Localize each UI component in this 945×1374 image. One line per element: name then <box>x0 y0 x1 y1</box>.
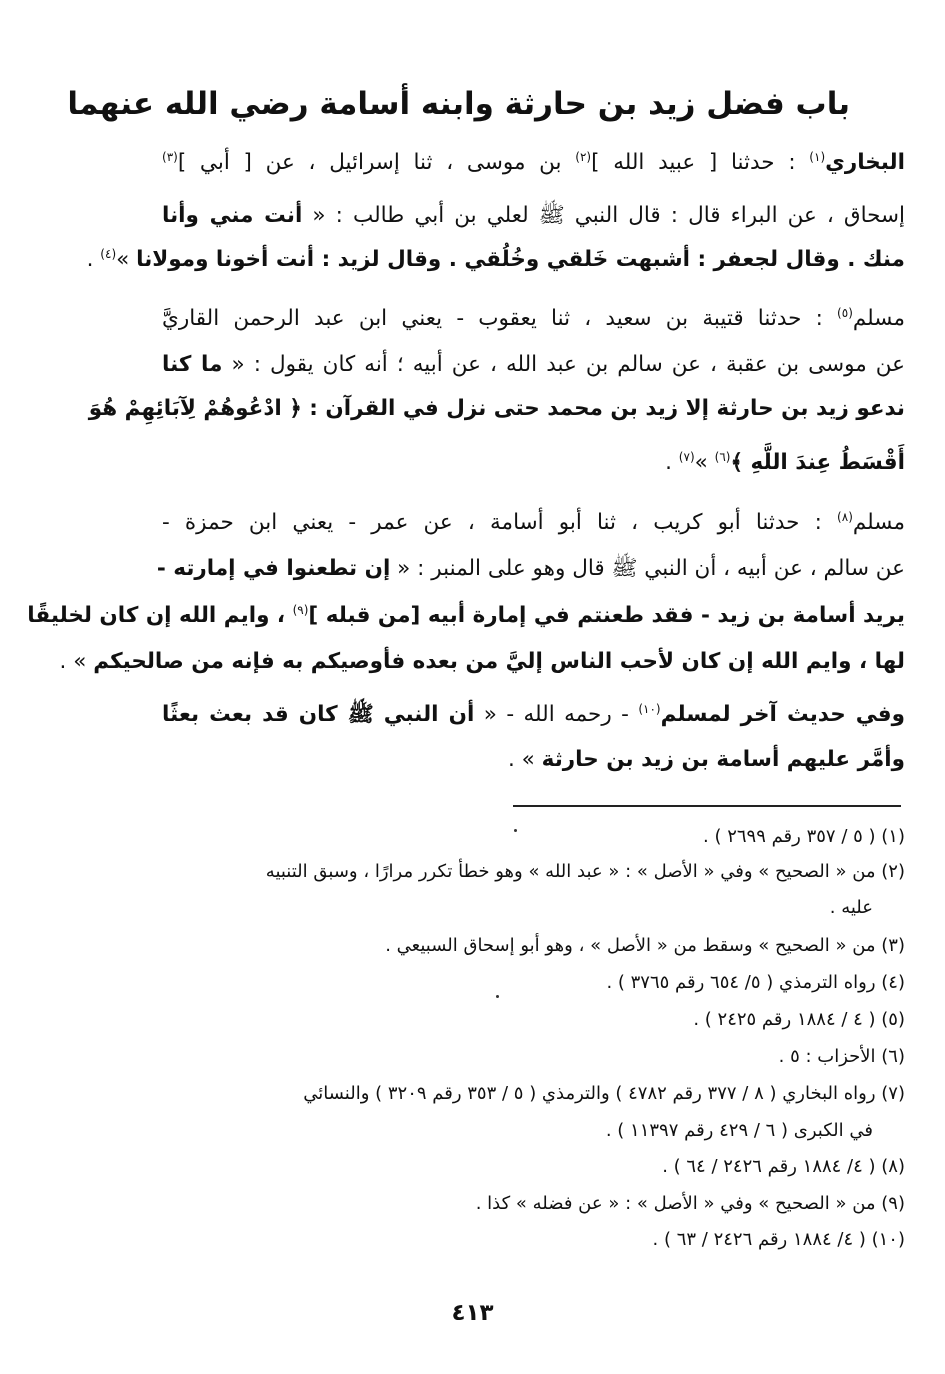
text-span: » . <box>508 747 542 772</box>
paragraph-2-line-2 <box>162 352 905 378</box>
source-name: البخاري <box>825 150 905 175</box>
chapter-title: باب فضل زيد بن حارثة وابنه أسامة رضي الله عنهما <box>67 86 850 122</box>
page-number: ٤١٣ <box>451 1300 494 1326</box>
footnote-7: (٧) رواه البخاري ( ٨ / ٣٧٧ رقم ٤٧٨٢ ) والترمذي ( ٥ / ٣٥٣ رقم ٣٢٠٩ ) والنسائي <box>303 1083 905 1104</box>
paragraph-1-line-2 <box>162 203 905 229</box>
footnote-5: (٥) ( ٤ / ١٨٨٤ رقم ٢٤٢٥ ) . <box>693 1009 905 1030</box>
text-span: بن موسى ، ثنا إسرائيل ، عن [ أبي ] <box>177 150 576 175</box>
source-name: مسلم <box>852 510 905 535</box>
footnote-ref: (٩) <box>292 603 309 617</box>
hadith-text: ، وايم الله إن كان لخليقًا <box>27 603 293 628</box>
footnote-1: (١) ( ٥ / ٣٥٧ رقم ٢٦٩٩ ) . <box>703 826 905 847</box>
hadith-text: ما كنا <box>162 352 223 377</box>
text-span: عن موسى بن عقبة ، عن سالم بن عبد الله ، عن أبيه ؛ أنه كان يقول : « <box>222 352 905 377</box>
paragraph-1-line-3 <box>86 247 905 273</box>
footnote-6: (٦) الأحزاب : ٥ . <box>778 1046 905 1067</box>
text-span: : حدثنا [ عبيد الله ] <box>591 150 810 175</box>
hadith-text: يريد أسامة بن زيد - فقد طعنتم في إمارة أبيه [من قبله ] <box>308 603 905 628</box>
footnote-8: (٨) ( ٤/ ١٨٨٤ رقم ٢٤٢٦ / ٦٤ ) . <box>662 1156 905 1177</box>
footnote-ref: (٨) <box>837 510 853 524</box>
text-span: عن سالم ، عن أبيه ، أن النبي ﷺ قال وهو على المنبر : « <box>390 556 905 581</box>
paragraph-4-line-1 <box>162 702 905 728</box>
text-span: » . <box>59 649 94 674</box>
footnote-4: (٤) رواه الترمذي ( ٥/ ٦٥٤ رقم ٣٧٦٥ ) . <box>606 972 905 993</box>
text-span: إسحاق ، عن البراء قال : قال النبي ﷺ لعلي بن أبي طالب : « <box>302 203 905 228</box>
source-name: مسلم <box>852 306 905 331</box>
footnote-separator <box>513 805 901 807</box>
paragraph-3-line-2 <box>156 556 905 582</box>
hadith-text: أنت مني وأنا <box>162 203 303 228</box>
hadith-text: لها ، وايم الله إن كان لأحب الناس إليَّ من بعده فأوصيكم به فإنه من صالحيكم <box>93 649 905 674</box>
paragraph-4-line-2 <box>162 747 905 773</box>
footnote-ref: (٧) <box>678 450 695 464</box>
footnote-9: (٩) من « الصحيح » وفي « الأصل » : « عن فضله » كذا . <box>475 1193 905 1214</box>
footnote-ref: (١٠) <box>638 702 661 716</box>
footnote-ref: (١) <box>809 150 826 164</box>
footnote-7-continuation: في الكبرى ( ٦ / ٤٢٩ رقم ١١٣٩٧ ) . <box>605 1120 873 1141</box>
footnote-2-continuation: عليه . <box>829 897 873 918</box>
print-speck <box>496 995 499 998</box>
hadith-text: منك . وقال لجعفر : أشبهت خَلقي وخُلُقي . وقال لزيد : أنت أخونا ومولانا <box>136 247 905 272</box>
hadith-text: أن النبي ﷺ كان قد بعث بعثًا <box>162 702 475 727</box>
text-span: : حدثنا أبو كريب ، ثنا أبو أسامة ، عن عمر - يعني ابن حمزة - <box>162 510 838 535</box>
source-name: وفي حديث آخر لمسلم <box>660 702 905 727</box>
hadith-text: وأمَّر عليهم أسامة بن زيد بن حارثة <box>541 747 905 772</box>
paragraph-3-line-4 <box>59 649 905 675</box>
footnote-ref: (٣) <box>162 150 178 164</box>
paragraph-3-line-1 <box>162 510 905 536</box>
paragraph-1-line-1 <box>162 150 905 176</box>
quran-verse: أَقْسَطُ عِندَ اللَّهِ ﴾ <box>730 450 905 475</box>
paragraph-2-line-1 <box>162 306 905 332</box>
text-span: - رحمه الله - « <box>474 702 639 727</box>
footnote-ref: (٤) <box>100 247 117 261</box>
hadith-text: إن تطعنوا في إمارته - <box>156 556 391 581</box>
footnote-ref: (٦) <box>714 450 731 464</box>
footnote-ref: (٢) <box>575 150 592 164</box>
footnote-2: (٢) من « الصحيح » وفي « الأصل » : « عبد الله » وهو خطأ تكرر مرارًا ، وسبق التنبيه <box>265 861 905 882</box>
footnote-ref: (٥) <box>837 306 853 320</box>
footnote-3: (٣) من « الصحيح » وسقط من « الأصل » ، وهو أبو إسحاق السبيعي . <box>385 935 905 956</box>
text-span: . <box>665 450 679 475</box>
text-span: » <box>694 450 715 475</box>
hadith-text: ندعو زيد بن حارثة إلا زيد بن محمد حتى نزل في القرآن : ﴿ ادْعُوهُمْ لِآبَائِهِمْ هُوَ <box>88 396 905 421</box>
footnote-10: (١٠) ( ٤/ ١٨٨٤ رقم ٢٤٢٦ / ٦٣ ) . <box>652 1229 905 1250</box>
text-span: : حدثنا قتيبة بن سعيد ، ثنا يعقوب - يعني ابن عبد الرحمن القاريَّ <box>162 306 838 331</box>
text-span: » <box>116 247 137 272</box>
paragraph-3-line-3 <box>27 603 905 629</box>
paragraph-2-line-3 <box>88 396 905 422</box>
text-span: . <box>86 247 101 272</box>
paragraph-2-line-4 <box>162 450 905 476</box>
